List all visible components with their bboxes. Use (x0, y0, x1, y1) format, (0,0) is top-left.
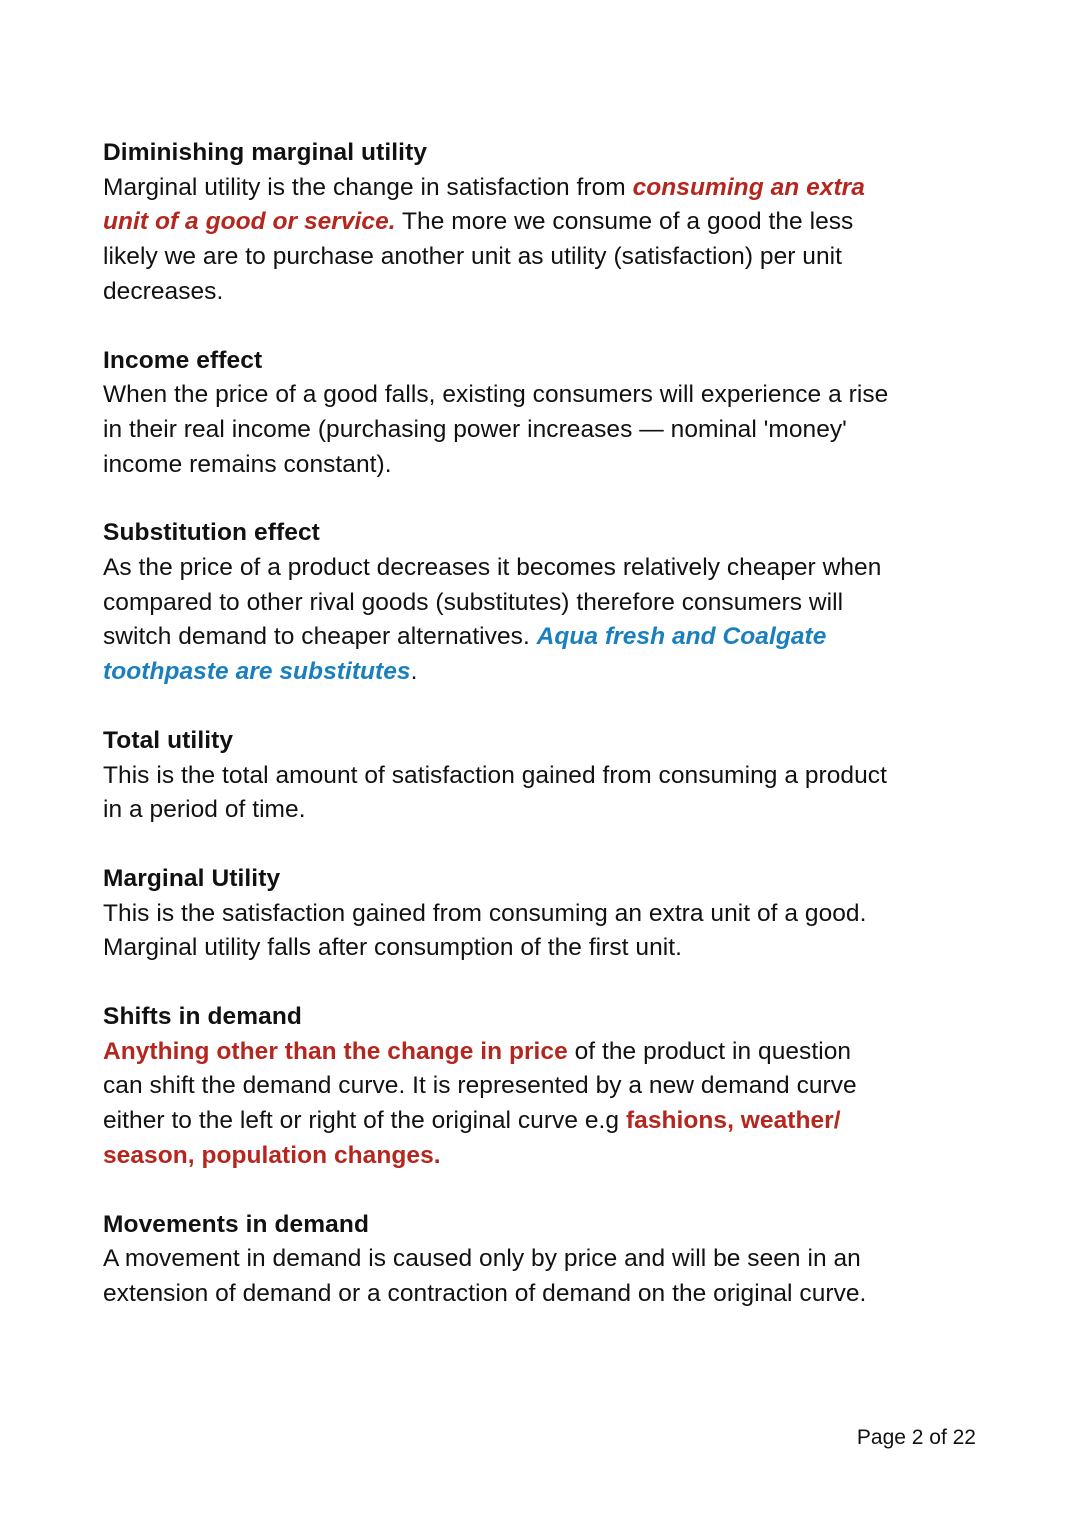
highlight-text: fashions, weather/ (625, 1107, 841, 1135)
body-text: of the product in question (567, 1037, 852, 1065)
body-text: This is the satisfaction gained from consuming an extra unit of a good. (103, 899, 867, 927)
section-body (103, 897, 933, 966)
section-total-utility (103, 724, 933, 828)
body-line (103, 620, 933, 655)
highlight-text: consuming an extra (632, 173, 865, 201)
body-text: When the price of a good falls, existing consumers will experience a rise (103, 381, 889, 409)
body-line (103, 1035, 933, 1070)
section-substitution-effect (103, 516, 933, 690)
section-heading: Income effect (103, 346, 263, 374)
body-text: This is the total amount of satisfaction gained from consuming a product (103, 761, 887, 789)
body-line (103, 1139, 933, 1174)
body-line (103, 931, 933, 966)
body-line (103, 1069, 933, 1104)
body-text: in a period of time. (103, 796, 306, 824)
section-body (103, 1035, 933, 1174)
body-line (103, 759, 933, 794)
section-marginal-utility (103, 862, 933, 966)
section-body (103, 759, 933, 828)
body-text: likely we are to purchase another unit as utility (satisfaction) per unit (103, 243, 843, 271)
highlight-text: Anything other than the change in price (103, 1037, 568, 1065)
section-heading: Diminishing marginal utility (103, 139, 428, 166)
body-text: can shift the demand curve. It is represented by a new demand curve (103, 1072, 857, 1100)
body-text: . (410, 658, 418, 686)
body-line (103, 655, 933, 690)
section-body (103, 171, 933, 310)
highlight-text: unit of a good or service. (103, 208, 396, 236)
body-text: in their real income (purchasing power increases — nominal 'money' (103, 415, 847, 443)
body-text: Marginal utility falls after consumption of the first unit. (103, 934, 682, 962)
page-content (103, 136, 933, 1346)
section-heading: Movements in demand (103, 1210, 370, 1238)
body-line (103, 1242, 933, 1277)
body-text: A movement in demand is caused only by price and will be seen in an (103, 1245, 861, 1273)
section-body (103, 1242, 933, 1311)
body-text: switch demand to cheaper alternatives. (103, 623, 537, 651)
body-line (103, 586, 933, 621)
body-text: income remains constant). (103, 450, 392, 478)
page-number: Page 2 of 22 (856, 1426, 976, 1449)
body-line (103, 551, 933, 586)
section-heading: Marginal Utility (103, 864, 281, 892)
body-text: extension of demand or a contraction of demand on the original curve. (103, 1279, 867, 1307)
section-heading: Substitution effect (103, 519, 320, 547)
body-text: As the price of a product decreases it becomes relatively cheaper when (103, 554, 882, 582)
body-line (103, 240, 933, 275)
body-line (103, 1277, 933, 1312)
section-income-effect (103, 344, 933, 483)
body-text: compared to other rival goods (substitutes) therefore consumers will (103, 588, 844, 616)
body-line (103, 413, 933, 448)
section-shifts-in-demand (103, 1000, 933, 1174)
highlight-text: season, population changes. (103, 1141, 441, 1169)
body-line (103, 378, 933, 413)
body-text: The more we consume of a good the less (395, 208, 854, 236)
body-text: Marginal utility is the change in satisfaction from (103, 173, 633, 201)
section-heading: Total utility (103, 726, 234, 754)
body-line (103, 897, 933, 932)
body-line (103, 1104, 933, 1139)
section-movements-in-demand (103, 1208, 933, 1312)
section-heading: Shifts in demand (103, 1003, 302, 1031)
highlight-text: Aqua fresh and Coalgate (536, 623, 827, 651)
section-body (103, 378, 933, 482)
body-text: either to the left or right of the original curve e.g (103, 1107, 626, 1135)
highlight-text: toothpaste are substitutes (103, 658, 411, 686)
body-line (103, 448, 933, 483)
section-diminishing-marginal-utility (103, 136, 933, 310)
body-line (103, 171, 933, 206)
body-line (103, 793, 933, 828)
body-line (103, 275, 933, 310)
body-line (103, 205, 933, 240)
section-body (103, 551, 933, 690)
body-text: decreases. (103, 277, 224, 305)
